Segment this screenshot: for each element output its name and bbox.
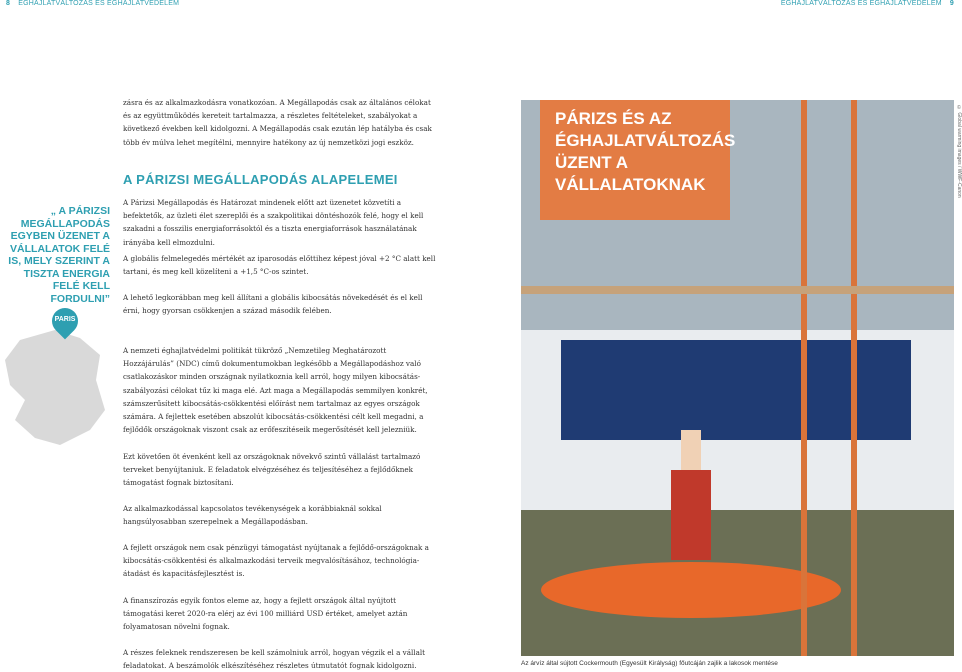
paragraph-9: A részes feleknek rendszeresen be kell számolniuk arról, hogyan végzik el a vállalt feladatokat. A beszámolók elkészítéséhez részletes útmutatót fognak kidolgozni.: [123, 648, 426, 671]
paragraph-4: A nemzeti éghajlatvédelmi politikát tükröző „Nemzetileg Meghatározott Hozzájárulás” (NDC) című dokumentumokban legkésőbb a Megállapodáshoz való csatlakozáskor minden országnak nyilatkoznia kell arról, hogy milyen kibocsátás-szabályozási célokat tűz ki maga elé. Azt maga a Megállapodás semmilyen konkrét, számszerűsített kibocsátás-csökkentési előírást nem tartalmaz az egyes országok számára. A fejlettek esetében abszolút kibocsátás-csökkentési célt kell megadni, a fejlődők országoknak viszont csak az erőfeszítéseik megerősítését kell jelezniük.: [123, 346, 428, 435]
body-paragraph: [123, 291, 436, 317]
body-paragraph: [123, 450, 436, 490]
paragraph-6: Az alkalmazkodással kapcsolatos tevékenységek a korábbiaknál sokkal hangsúlyosabban szerepelnek a Megállapodásban.: [123, 504, 382, 527]
body-paragraph: [123, 344, 436, 436]
paragraph-8: A finanszírozás egyik fontos eleme az, hogy a fejlett országok által nyújtott támogatási keret 2020-ra elérj az évi 100 milliárd USD értéket, amelyet aztán folyamatosan növelni fognak.: [123, 596, 408, 632]
intro-paragraph: [123, 96, 436, 149]
paragraph-2: A globális felmelegedés mértékét az iparosodás előttihez képest jóval +2 °C alatt kell tartani, és meg kell közelíteni a +1,5 °C-os szintet.: [123, 254, 436, 277]
body-paragraph: [123, 502, 436, 528]
paragraph-7: A fejlett országok nem csak pénzügyi támogatást nyújtanak a fejlődő-országoknak a kibocsátás-csökkentési és alkalmazkodási terveik megvalósításához, technológia-átadást és kapacitásfejlesztést is.: [123, 543, 429, 579]
header-title-right: ÉGHAJLATVÁLTOZÁS ÉS ÉGHAJLATVÉDELEM: [780, 0, 942, 7]
paragraph-3: A lehető legkorábban meg kell állítani a globális kibocsátás növekedését és el kell érni, hogy gyorsan csökkenjen a század második felében.: [123, 293, 423, 316]
body-paragraph: [123, 196, 436, 249]
body-paragraph: [123, 646, 436, 672]
section-heading: A PÁRIZSI MEGÁLLAPODÁS ALAPELEMEI: [123, 172, 398, 187]
map-pin-label: PARIS: [54, 316, 76, 323]
page-number-right: 9: [949, 0, 954, 7]
running-header-left: [0, 0, 179, 12]
running-header-right: [781, 0, 960, 12]
body-paragraph: [123, 252, 436, 278]
paragraph-1: A Párizsi Megállapodás és Határozat mindenek előtt azt üzenetet közvetíti a befektetők, az üzleti élet szereplői és a szakpolitikai döntéshozók felé, hogy el kell szakadni a fosszilis energiaforrásoktól és a tiszta energiaforrások használatának irányába kell elmozdulni.: [123, 198, 424, 247]
photo-credit: © Global warming images / WWF-Canon: [956, 105, 962, 198]
body-paragraph: [123, 541, 436, 581]
header-title-left: ÉGHAJLATVÁLTOZÁS ÉS ÉGHAJLATVÉDELEM: [18, 0, 180, 7]
paragraph-5: Ezt követően öt évenként kell az országoknak növekvő szintű vállalást tartalmazó terveket benyújtaniuk. E feladatok elvégzéséhez és teljesítéséhez a fejlődőknek támogatást fognak biztosítani.: [123, 452, 421, 488]
pull-quote: „ A PÁRIZSI MEGÁLLAPODÁS EGYBEN ÜZENET A VÁLLALATOK FELÉ IS, MELY SZERINT A TISZTA ENERGIA FELÉ KELL FORDULNI”: [8, 205, 110, 305]
intro-text: zásra és az alkalmazkodásra vonatkozóan. A Megállapodás csak az általános célokat és az együttműködés kereteit tartalmazza, a részletes feltételeket, szabályokat a következő években kell kidolgozni. A Megállapodás csak ezután lép hatályba és csak több év múlva lehet megítélni, mennyire hatékony az új nemzetközi jogi eszköz.: [123, 98, 432, 147]
photo-caption: Az árvíz által sújtott Cockermouth (Egyesült Királyság) főutcáján zajlik a lakosok mentése: [521, 660, 778, 667]
body-paragraph: [123, 594, 436, 634]
photo-title: PÁRIZS ÉS AZ ÉGHAJLATVÁLTOZÁS ÜZENT A VÁLLALATOKNAK: [555, 109, 736, 194]
page-number-left: 8: [6, 0, 11, 7]
